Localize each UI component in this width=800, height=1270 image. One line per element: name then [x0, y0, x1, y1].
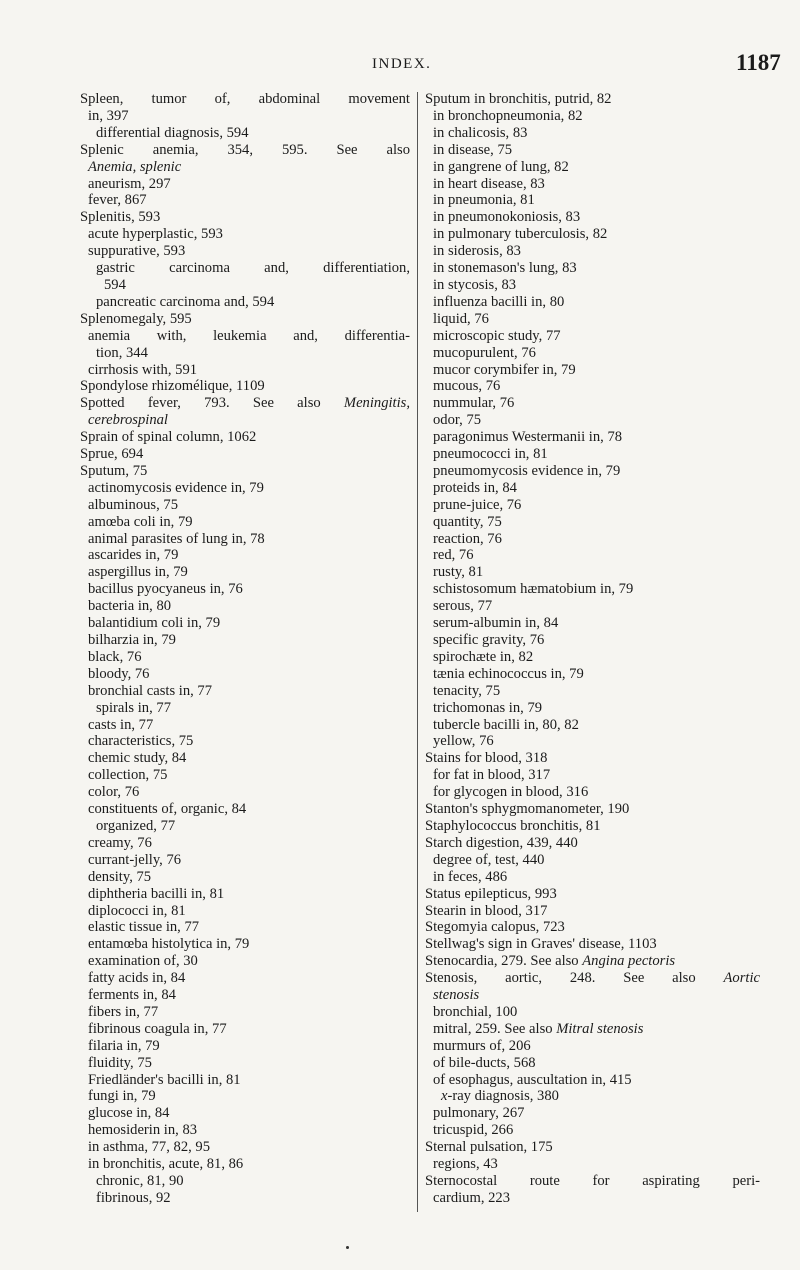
index-entry: glucose in, 84 — [88, 1105, 170, 1122]
index-entry: murmurs of, 206 — [433, 1037, 531, 1054]
index-entry: in chalicosis, 83 — [433, 124, 528, 141]
index-entry: casts in, 77 — [88, 716, 154, 733]
index-entry: actinomycosis evidence in, 79 — [88, 479, 264, 496]
index-entry: in gangrene of lung, 82 — [433, 158, 569, 175]
index-entry: pneumococci in, 81 — [433, 446, 548, 463]
index-entry: in pneumonokoniosis, 83 — [433, 209, 581, 226]
cross-reference: Mitral stenosis — [556, 1020, 644, 1037]
index-entry: Stellwag's sign in Graves' disease, 1103 — [425, 936, 657, 953]
index-entry: bronchial, 100 — [433, 1003, 518, 1020]
index-entry: tricuspid, 266 — [433, 1122, 514, 1139]
index-entry: Sputum, 75 — [80, 462, 148, 479]
index-entry: cirrhosis with, 591 — [88, 361, 198, 378]
index-entry: in siderosis, 83 — [433, 243, 521, 260]
index-entry: Splenic anemia, 354, 595. See also — [80, 141, 410, 158]
index-entry: Friedländer's bacilli in, 81 — [88, 1071, 241, 1088]
index-entry: acute hyperplastic, 593 — [88, 226, 223, 243]
index-entry: Stegomyia calopus, 723 — [425, 919, 565, 936]
index-entry: collection, 75 — [88, 767, 168, 784]
entry-text: Spotted fever, 793. See also — [80, 395, 344, 412]
entry-text: mitral, 259. See also — [433, 1020, 557, 1037]
index-entry: tion, 344 — [96, 344, 148, 361]
index-entry: anemia with, leukemia and, differentia- — [88, 327, 410, 344]
index-entry: for glycogen in blood, 316 — [433, 784, 589, 801]
index-entry: of esophagus, auscultation in, 415 — [433, 1071, 632, 1088]
index-entry: for fat in blood, 317 — [433, 767, 551, 784]
index-entry: Stearin in blood, 317 — [425, 902, 548, 919]
index-entry: animal parasites of lung in, 78 — [88, 530, 265, 547]
index-entry: bilharzia in, 79 — [88, 632, 176, 648]
index-entry: influenza bacilli in, 80 — [433, 293, 565, 310]
index-entry — [80, 395, 410, 412]
index-entry: ascarides in, 79 — [88, 547, 179, 564]
index-entry: spirochæte in, 82 — [433, 648, 534, 665]
index-entry: in disease, 75 — [433, 141, 513, 158]
index-entry: examination of, 30 — [88, 953, 198, 970]
index-entry: cerebrospinal — [88, 412, 168, 429]
index-entry: characteristics, 75 — [88, 733, 194, 750]
index-entry: Sputum in bronchitis, putrid, 82 — [425, 91, 612, 107]
index-entry: currant-jelly, 76 — [88, 851, 182, 868]
index-entry: entamœba histolytica in, 79 — [88, 936, 250, 953]
index-entry: fatty acids in, 84 — [88, 970, 186, 987]
index-entry: filaria in, 79 — [88, 1037, 160, 1054]
index-entry: fever, 867 — [88, 192, 147, 209]
index-entry: Sternal pulsation, 175 — [425, 1139, 553, 1156]
index-entry: mucous, 76 — [433, 378, 501, 395]
index-entry: Sternocostal route for aspirating peri- — [425, 1173, 760, 1189]
index-entry: in stycosis, 83 — [433, 276, 517, 293]
index-entry: in pulmonary tuberculosis, 82 — [433, 226, 608, 243]
index-entry: paragonimus Westermanii in, 78 — [433, 429, 623, 446]
index-entry — [425, 970, 760, 987]
index-entry: aneurism, 297 — [88, 175, 171, 192]
index-entry: proteids in, 84 — [433, 479, 517, 496]
index-entry: prune-juice, 76 — [433, 496, 522, 513]
index-entry: red, 76 — [433, 547, 474, 564]
index-entry: tenacity, 75 — [433, 682, 501, 699]
index-entry: gastric carcinoma and, differentiation, — [96, 260, 410, 277]
column-divider — [417, 92, 418, 1212]
index-entry: albuminous, 75 — [88, 496, 178, 513]
index-entry: serum-albumin in, 84 — [433, 615, 559, 632]
index-entry: quantity, 75 — [433, 513, 502, 530]
cross-reference: Meningitis, — [343, 395, 410, 412]
index-entry: bacteria in, 80 — [88, 598, 172, 615]
cross-reference: Aortic — [723, 970, 760, 987]
index-entry: diplococci in, 81 — [88, 902, 186, 919]
index-entry: Staphylococcus bronchitis, 81 — [425, 817, 601, 834]
print-speck — [346, 1246, 349, 1249]
index-entry: microscopic study, 77 — [433, 327, 561, 344]
index-entry: in feces, 486 — [433, 868, 508, 885]
index-entry: Status epilepticus, 993 — [425, 885, 557, 902]
index-entry: Splenomegaly, 595 — [80, 310, 192, 327]
entry-text: Stenocardia, 279. See also — [425, 953, 583, 970]
index-entry: 594 — [104, 276, 126, 293]
index-entry: balantidium coli in, 79 — [88, 615, 221, 632]
index-entry: stenosis — [433, 987, 480, 1004]
index-entry: Starch digestion, 439, 440 — [425, 834, 578, 851]
index-entry: in bronchitis, acute, 81, 86 — [88, 1156, 244, 1173]
index-entry: diphtheria bacilli in, 81 — [88, 885, 225, 902]
index-entry: pancreatic carcinoma and, 594 — [96, 293, 275, 310]
index-entry: pneumomycosis evidence in, 79 — [433, 462, 621, 479]
index-entry: chemic study, 84 — [88, 750, 187, 767]
index-entry: rusty, 81 — [433, 564, 484, 581]
index-entry: regions, 43 — [433, 1156, 498, 1173]
index-entry: liquid, 76 — [433, 310, 489, 327]
index-entry: odor, 75 — [433, 412, 482, 429]
index-entry: organized, 77 — [96, 817, 176, 834]
index-entry: spirals in, 77 — [96, 699, 171, 716]
index-entry: Sprue, 694 — [80, 446, 144, 463]
index-entry: amœba coli in, 79 — [88, 513, 193, 530]
index-entry: in asthma, 77, 82, 95 — [88, 1139, 211, 1156]
index-entry: Spleen, tumor of, abdominal movement — [80, 91, 410, 107]
index-entry: constituents of, organic, 84 — [88, 801, 247, 818]
index-entry: fibrinous coagula in, 77 — [88, 1020, 227, 1037]
index-entry: specific gravity, 76 — [433, 632, 545, 648]
index-entry: density, 75 — [88, 868, 152, 885]
index-entry — [425, 953, 760, 970]
index-entry: of bile-ducts, 568 — [433, 1054, 536, 1071]
index-entry: mucopurulent, 76 — [433, 344, 536, 361]
index-entry: mucor corymbifer in, 79 — [433, 361, 576, 378]
index-entry: color, 76 — [88, 784, 140, 801]
index-entry: bronchial casts in, 77 — [88, 682, 213, 699]
cross-reference: x — [441, 1088, 448, 1105]
index-entry: trichomonas in, 79 — [433, 699, 543, 716]
index-entry: in heart disease, 83 — [433, 175, 545, 192]
index-entry: Stains for blood, 318 — [425, 750, 548, 767]
index-entry: fibers in, 77 — [88, 1003, 159, 1020]
index-entry: tænia echinococcus in, 79 — [433, 665, 584, 682]
index-entry: in bronchopneumonia, 82 — [433, 107, 583, 124]
index-entry: differential diagnosis, 594 — [96, 124, 249, 141]
index-entry: aspergillus in, 79 — [88, 564, 188, 581]
page-header — [0, 50, 800, 80]
index-entry: yellow, 76 — [433, 733, 494, 750]
index-entry: Stanton's sphygmomanometer, 190 — [425, 801, 630, 818]
index-entry — [425, 1088, 760, 1105]
page-number: 1187 — [736, 50, 781, 75]
index-entry: reaction, 76 — [433, 530, 502, 547]
index-column-left — [80, 91, 410, 1207]
index-entry: suppurative, 593 — [88, 243, 186, 260]
index-entry: fibrinous, 92 — [96, 1189, 171, 1206]
index-entry: degree of, test, 440 — [433, 851, 545, 868]
index-entry: elastic tissue in, 77 — [88, 919, 200, 936]
index-entry: in pneumonia, 81 — [433, 192, 535, 209]
index-entry: in, 397 — [88, 107, 129, 124]
index-entry — [425, 1021, 760, 1038]
index-entry: Splenitis, 593 — [80, 209, 161, 226]
index-entry: ferments in, 84 — [88, 987, 176, 1004]
index-entry: creamy, 76 — [88, 834, 152, 851]
index-entry: hemosiderin in, 83 — [88, 1122, 198, 1139]
index-entry: in stonemason's lung, 83 — [433, 260, 577, 277]
running-head: INDEX. — [372, 56, 432, 72]
index-entry: pulmonary, 267 — [433, 1105, 525, 1122]
index-entry: fungi in, 79 — [88, 1088, 156, 1105]
cross-reference: Angina pectoris — [582, 953, 676, 970]
index-entry: serous, 77 — [433, 598, 493, 615]
index-entry: chronic, 81, 90 — [96, 1173, 184, 1189]
entry-text: -ray diagnosis, 380 — [447, 1088, 559, 1105]
entry-text: Stenosis, aortic, 248. See also — [425, 970, 724, 987]
index-entry: black, 76 — [88, 648, 142, 665]
index-entry: Anemia, splenic — [88, 158, 182, 175]
index-entry: bloody, 76 — [88, 665, 150, 682]
index-entry: fluidity, 75 — [88, 1054, 152, 1071]
index-entry: Spondylose rhizomélique, 1109 — [80, 378, 265, 395]
index-entry: tubercle bacilli in, 80, 82 — [433, 716, 579, 733]
index-column-right — [425, 91, 760, 1207]
index-entry: schistosomum hæmatobium in, 79 — [433, 581, 634, 598]
index-entry: bacillus pyocyaneus in, 76 — [88, 581, 243, 598]
index-entry: Sprain of spinal column, 1062 — [80, 429, 257, 446]
index-entry: cardium, 223 — [433, 1189, 511, 1206]
index-entry: nummular, 76 — [433, 395, 515, 412]
